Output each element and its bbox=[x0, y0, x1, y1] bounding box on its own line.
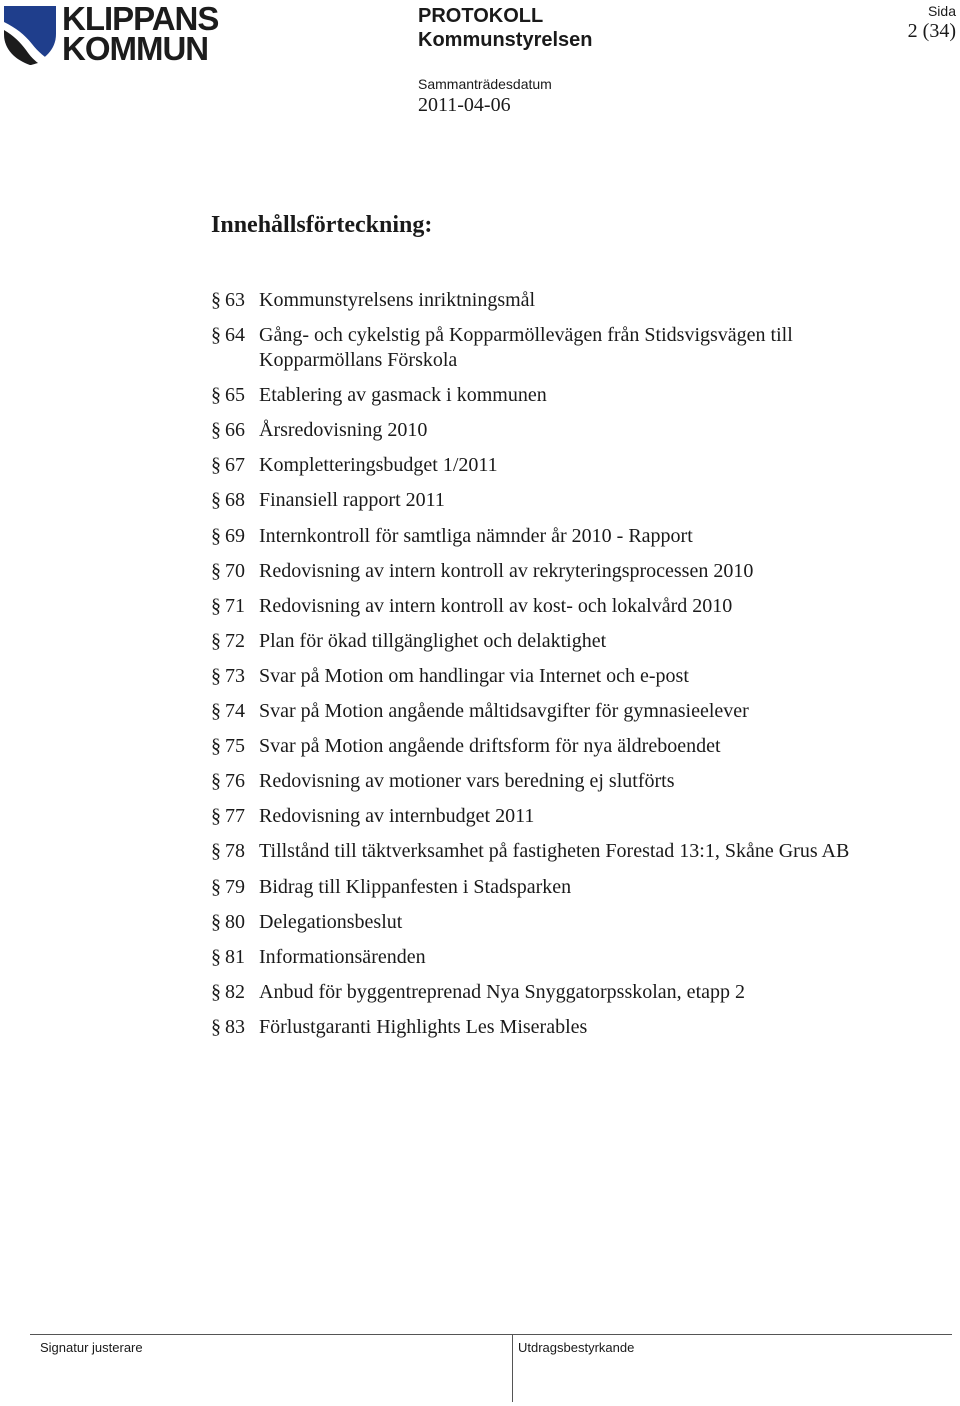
toc-item bbox=[211, 734, 911, 759]
toc-item bbox=[211, 383, 911, 408]
toc-item bbox=[211, 524, 911, 549]
meeting-date: 2011-04-06 bbox=[418, 94, 511, 116]
toc-item-number: 78 bbox=[225, 840, 245, 863]
section-symbol: § bbox=[211, 559, 221, 582]
section-symbol: § bbox=[211, 770, 221, 793]
toc-item bbox=[211, 839, 911, 864]
toc-item-title: Svar på Motion angående driftsform för nya äldreboendet bbox=[259, 735, 721, 758]
toc-heading: Innehållsförteckning: bbox=[211, 212, 433, 238]
toc-item-title: Svar på Motion angående måltidsavgifter för gymnasieelever bbox=[259, 700, 749, 723]
toc-item bbox=[211, 980, 911, 1005]
toc-item bbox=[211, 418, 911, 443]
toc-item-number: 71 bbox=[225, 594, 245, 617]
toc-item-number: 72 bbox=[225, 629, 245, 652]
toc-item bbox=[211, 945, 911, 970]
section-symbol: § bbox=[211, 875, 221, 898]
toc-item-number: 66 bbox=[225, 419, 245, 442]
toc-item-title: Redovisning av internbudget 2011 bbox=[259, 805, 535, 828]
toc-item-title: Svar på Motion om handlingar via Internet och e-post bbox=[259, 664, 689, 687]
toc-item-title: Informationsärenden bbox=[259, 945, 426, 968]
section-symbol: § bbox=[211, 419, 221, 442]
section-symbol: § bbox=[211, 524, 221, 547]
toc-item-title: Tillstånd till täktverksamhet på fastigheten Forestad 13:1, Skåne Grus AB bbox=[259, 840, 850, 863]
page-number: 2 (34) bbox=[907, 20, 956, 42]
toc-item bbox=[211, 629, 911, 654]
toc-item-number: 82 bbox=[225, 980, 245, 1003]
section-symbol: § bbox=[211, 735, 221, 758]
toc-list bbox=[211, 288, 911, 1050]
section-symbol: § bbox=[211, 384, 221, 407]
municipal-coat-of-arms-icon bbox=[2, 4, 58, 66]
toc-item-number: 74 bbox=[225, 700, 245, 723]
toc-item-title: Delegationsbeslut bbox=[259, 910, 403, 933]
toc-item-title: Etablering av gasmack i kommunen bbox=[259, 384, 547, 407]
section-symbol: § bbox=[211, 910, 221, 933]
section-symbol: § bbox=[211, 980, 221, 1003]
toc-item-number: 70 bbox=[225, 559, 245, 582]
municipality-logo bbox=[2, 0, 219, 68]
toc-item-title: Internkontroll för samtliga nämnder år 2010 - Rapport bbox=[259, 524, 693, 547]
footer-divider bbox=[512, 1334, 513, 1402]
toc-item bbox=[211, 453, 911, 478]
footer-rule bbox=[30, 1334, 952, 1335]
toc-item-title: Redovisning av intern kontroll av rekryteringsprocessen 2010 bbox=[259, 559, 754, 582]
page-label: Sida bbox=[927, 3, 956, 19]
toc-item-number: 83 bbox=[225, 1015, 245, 1038]
document-type: PROTOKOLL bbox=[418, 5, 544, 27]
logo-wordmark bbox=[62, 0, 219, 67]
toc-item-title: Förlustgaranti Highlights Les Miserables bbox=[259, 1015, 588, 1038]
section-symbol: § bbox=[211, 324, 221, 347]
toc-item-number: 76 bbox=[225, 770, 245, 793]
toc-item-number: 75 bbox=[225, 735, 245, 758]
toc-item bbox=[211, 559, 911, 584]
toc-item-number: 69 bbox=[225, 524, 245, 547]
toc-item-title: Bidrag till Klippanfesten i Stadsparken bbox=[259, 875, 572, 898]
section-symbol: § bbox=[211, 289, 221, 311]
toc-item bbox=[211, 910, 911, 935]
toc-item-number: 80 bbox=[225, 910, 245, 933]
toc-item bbox=[211, 323, 911, 373]
toc-item-title: Finansiell rapport 2011 bbox=[259, 489, 445, 512]
toc-item-number: 64 bbox=[225, 324, 245, 347]
signature-label: Signatur justerare bbox=[40, 1340, 143, 1355]
toc-item-title: Gång- och cykelstig på Kopparmöllevägen från Stidsvigsvägen till Kopparmöllans Förskola bbox=[259, 324, 793, 372]
meeting-date-label: Sammanträdesdatum bbox=[418, 76, 552, 92]
organ-name: Kommunstyrelsen bbox=[418, 29, 593, 51]
toc-item bbox=[211, 1015, 911, 1040]
section-symbol: § bbox=[211, 945, 221, 968]
toc-item bbox=[211, 594, 911, 619]
section-symbol: § bbox=[211, 1015, 221, 1038]
toc-item-title: Redovisning av motioner vars beredning ej slutförts bbox=[259, 770, 675, 793]
toc-item bbox=[211, 804, 911, 829]
extract-certification-label: Utdragsbestyrkande bbox=[518, 1340, 635, 1355]
toc-item bbox=[211, 875, 911, 900]
toc-item-title: Kommunstyrelsens inriktningsmål bbox=[259, 289, 536, 311]
section-symbol: § bbox=[211, 700, 221, 723]
toc-item-title: Anbud för byggentreprenad Nya Snyggatorpsskolan, etapp 2 bbox=[259, 980, 745, 1003]
toc-item-number: 81 bbox=[225, 945, 245, 968]
toc-item-number: 77 bbox=[225, 805, 245, 828]
toc-item-number: 79 bbox=[225, 875, 245, 898]
section-symbol: § bbox=[211, 594, 221, 617]
section-symbol: § bbox=[211, 840, 221, 863]
toc-item-number: 68 bbox=[225, 489, 245, 512]
document-title bbox=[418, 4, 593, 52]
toc-item-number: 67 bbox=[225, 454, 245, 477]
logo-line-2: KOMMUN bbox=[62, 30, 209, 67]
toc-item-title: Årsredovisning 2010 bbox=[259, 419, 428, 442]
section-symbol: § bbox=[211, 629, 221, 652]
toc-item bbox=[211, 488, 911, 513]
toc-item-number: 63 bbox=[225, 289, 245, 311]
toc-item-number: 65 bbox=[225, 384, 245, 407]
section-symbol: § bbox=[211, 489, 221, 512]
section-symbol: § bbox=[211, 805, 221, 828]
toc-item bbox=[211, 769, 911, 794]
section-symbol: § bbox=[211, 664, 221, 687]
toc-item-title: Plan för ökad tillgänglighet och delaktighet bbox=[259, 629, 607, 652]
section-symbol: § bbox=[211, 454, 221, 477]
logo-line-1: KLIPPANS bbox=[62, 0, 219, 37]
toc-item-title: Kompletteringsbudget 1/2011 bbox=[259, 454, 498, 477]
toc-item bbox=[211, 288, 911, 313]
toc-item bbox=[211, 699, 911, 724]
toc-item-title: Redovisning av intern kontroll av kost- och lokalvård 2010 bbox=[259, 594, 733, 617]
toc-item-number: 73 bbox=[225, 664, 245, 687]
toc-item bbox=[211, 664, 911, 689]
